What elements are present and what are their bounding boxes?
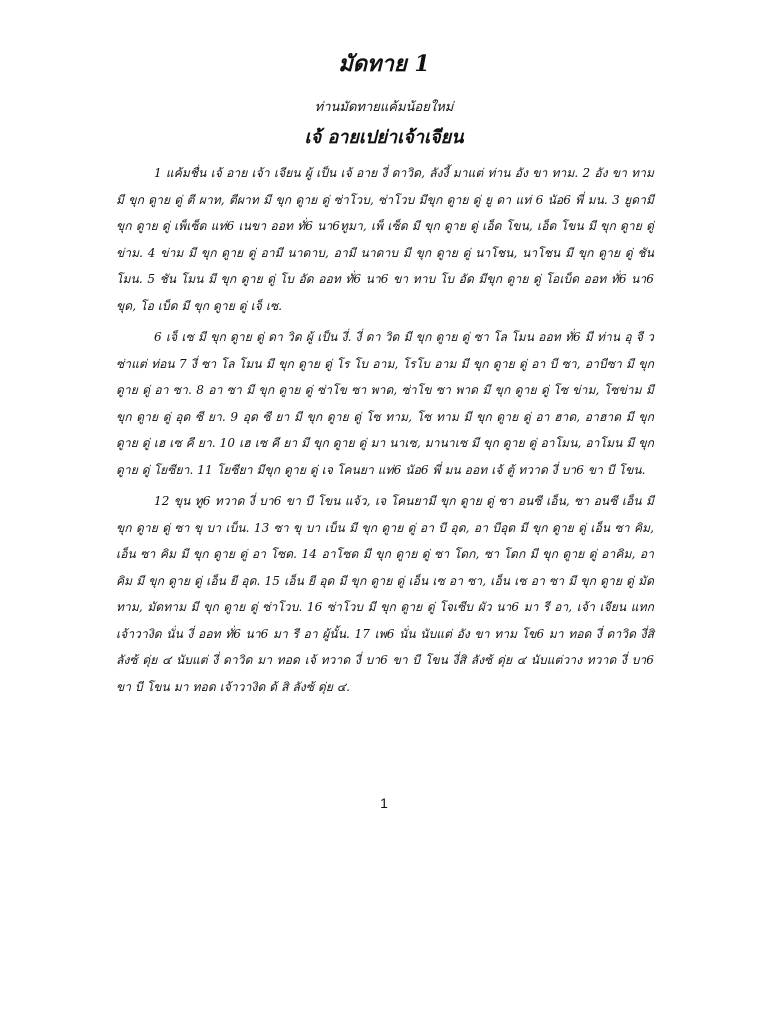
body-text (116, 160, 654, 705)
paragraph-2: 6 เจ็ เซ มี ขุก ดูาย ดู่ ดา วิด ผู้ เป็น งี่. งี่ ดา วิด มี ขุก ดูาย ดู่ ซา โล โมน ออท ทั่6 มี ท่าน อุ จี ว ซ่าแต่ ท่อน 7 งี่ ซา โล โมน มี ขุก ดูาย ดู่ โร โบ อาม, โรโบ อาม มี ขุก ดูาย ดู่ อา บี ซา, อาบีซา มี ขุก ดูาย ดู่ อา ซา. 8 อา ซา มี ขุก ดูาย ดู่ ซ่าโข ซา พาด, ซ่าโข ซา พาด มี ขุก ดูาย ดู่ โซ ข่าม, โซข่าม มี ขุก ดูาย ดู่ อุด ซี ยา. 9 อุด ซี ยา มี ขุก ดูาย ดู่ โซ ทาม, โซ ทาม มี ขุก ดูาย ดู่ อา ฮาด, อาฮาด มี ขุก ดูาย ดู่ เฮ เซ คี ยา. 10 เฮ เซ คี ยา มี ขุก ดูาย ดู่ มา นาเซ, มานาเซ มี ขุก ดูาย ดู่ อาโมน, อาโมน มี ขุก ดูาย ดู่ โยซียา. 11 โยซียา มีขุก ดูาย ดู่ เจ โคนยา แท่6 นัอ6 พี่ มน ออท เจ้ ตู้ ทวาด งี่ บา6 ขา บี โขน. (116, 330, 654, 477)
paragraph-3: 12 ขุน ทู6 ทวาด งี่ บา6 ขา บี โขน แจ้ว, เจ โคนยามี ขุก ดูาย ดู่ ซา อนซี เอ็น, ซา อนซี เอ็น มี ขุก ดูาย ดู่ ซา ขุ บา เบ็น. 13 ซา ขุ บา เบ็น มี ขุก ดูาย ดู่ อา บี อุด, อา บีอุด มี ขุก ดูาย ดู่ เอ็น ซา คิม, เอ็น ซา คิม มี ขุก ดูาย ดู่ อา โซด. 14 อาโซด มี ขุก ดูาย ดู่ ซา โดก, ซา โดก มี ขุก ดูาย ดู่ อาคิม, อาคิม มี ขุก ดูาย ดู่ เอ็น ยี อุด. 15 เอ็น ยี อุด มี ขุก ดูาย ดู่ เอ็น เซ อา ซา, เอ็น เซ อา ซา มี ขุก ดูาย ดู่ มัดทาม, มัดทาม มี ขุก ดูาย ดู่ ซ่าโวบ. 16 ซ่าโวบ มี ขุก ดูาย ดู่ โจเซีบ ผัว นา6 มา รี อา, เจ้า เจียน แทก เจ้าวางิด นั่น งี่ ออท ทั่6 นา6 มา รี อา ผู้นั้น. 17 เพ6 นั่น นับแต่ อัง ขา ทาม โข6 มา ทอด งี่ ดาวิด งี่สิ ลังซ้ ดุ่ย ๔ นับแต่ งี่ ดาวิด มา ทอด เจ้ ทวาด งี่ บา6 ขา บี โขน งี่สิ ลังซ้ ดุ่ย ๔ นับแต่วาง ทวาด งี่ บา6 ขา บี โขน มา ทอด เจ้าวางิด ด้ สิ ลังซ้ ดุ่ย ๔. (116, 494, 654, 694)
chapter-subtitle: ท่านมัดทายแค้มน้อยใหม่ (314, 100, 454, 115)
paragraph-1: 1 แค้มชื่น เจ้ อาย เจ้า เจียน ผู้ เป็น เจ้ อาย งี่ ดาวิด, ลังงี้ มาแต่ ท่าน อัง ขา ทาม. 2 อัง ขา ทาม มี ขุก ดูาย ดู่ ตี ผาท, ตีผาท มี ขุก ดูาย ดู่ ซ่าโวบ, ซ่าโวบ มีขุก ดูาย ดู่ ยู ดา แท่ 6 นัอ6 พี่ มน. 3 ยูดามี ขุก ดูาย ดู่ เพ็เซ็ด แท่6 เนขา ออท ทั่6 นา6ทูมา, เพ็ เซ็ด มี ขุก ดูาย ดู่ เอ็ด โขน, เอ็ด โขน มี ขุก ดูาย ดู่ ข่าม. 4 ข่าม มี ขุก ดูาย ดู่ อามี นาดาบ, อามี นาดาบ มี ขุก ดูาย ดู่ นาโชน, นาโชน มี ขุก ดูาย ดู่ ชัน โมน. 5 ชัน โมน มี ขุก ดูาย ดู่ โบ อัด ออท ทั่6 นา6 ขา ทาบ โบ อัด มีขุก ดูาย ดู่ โอเบ็ด ออท ทั่6 นา6 ขุด, โอ เบ็ด มี ขุก ดูาย ดู่ เจ็ เซ. (116, 166, 654, 313)
chapter-title: มัดทาย 1 (338, 51, 430, 77)
section-heading: เจ้ อายเปย่าเจ้าเจียน (304, 127, 464, 148)
page-number: 1 (380, 795, 388, 811)
